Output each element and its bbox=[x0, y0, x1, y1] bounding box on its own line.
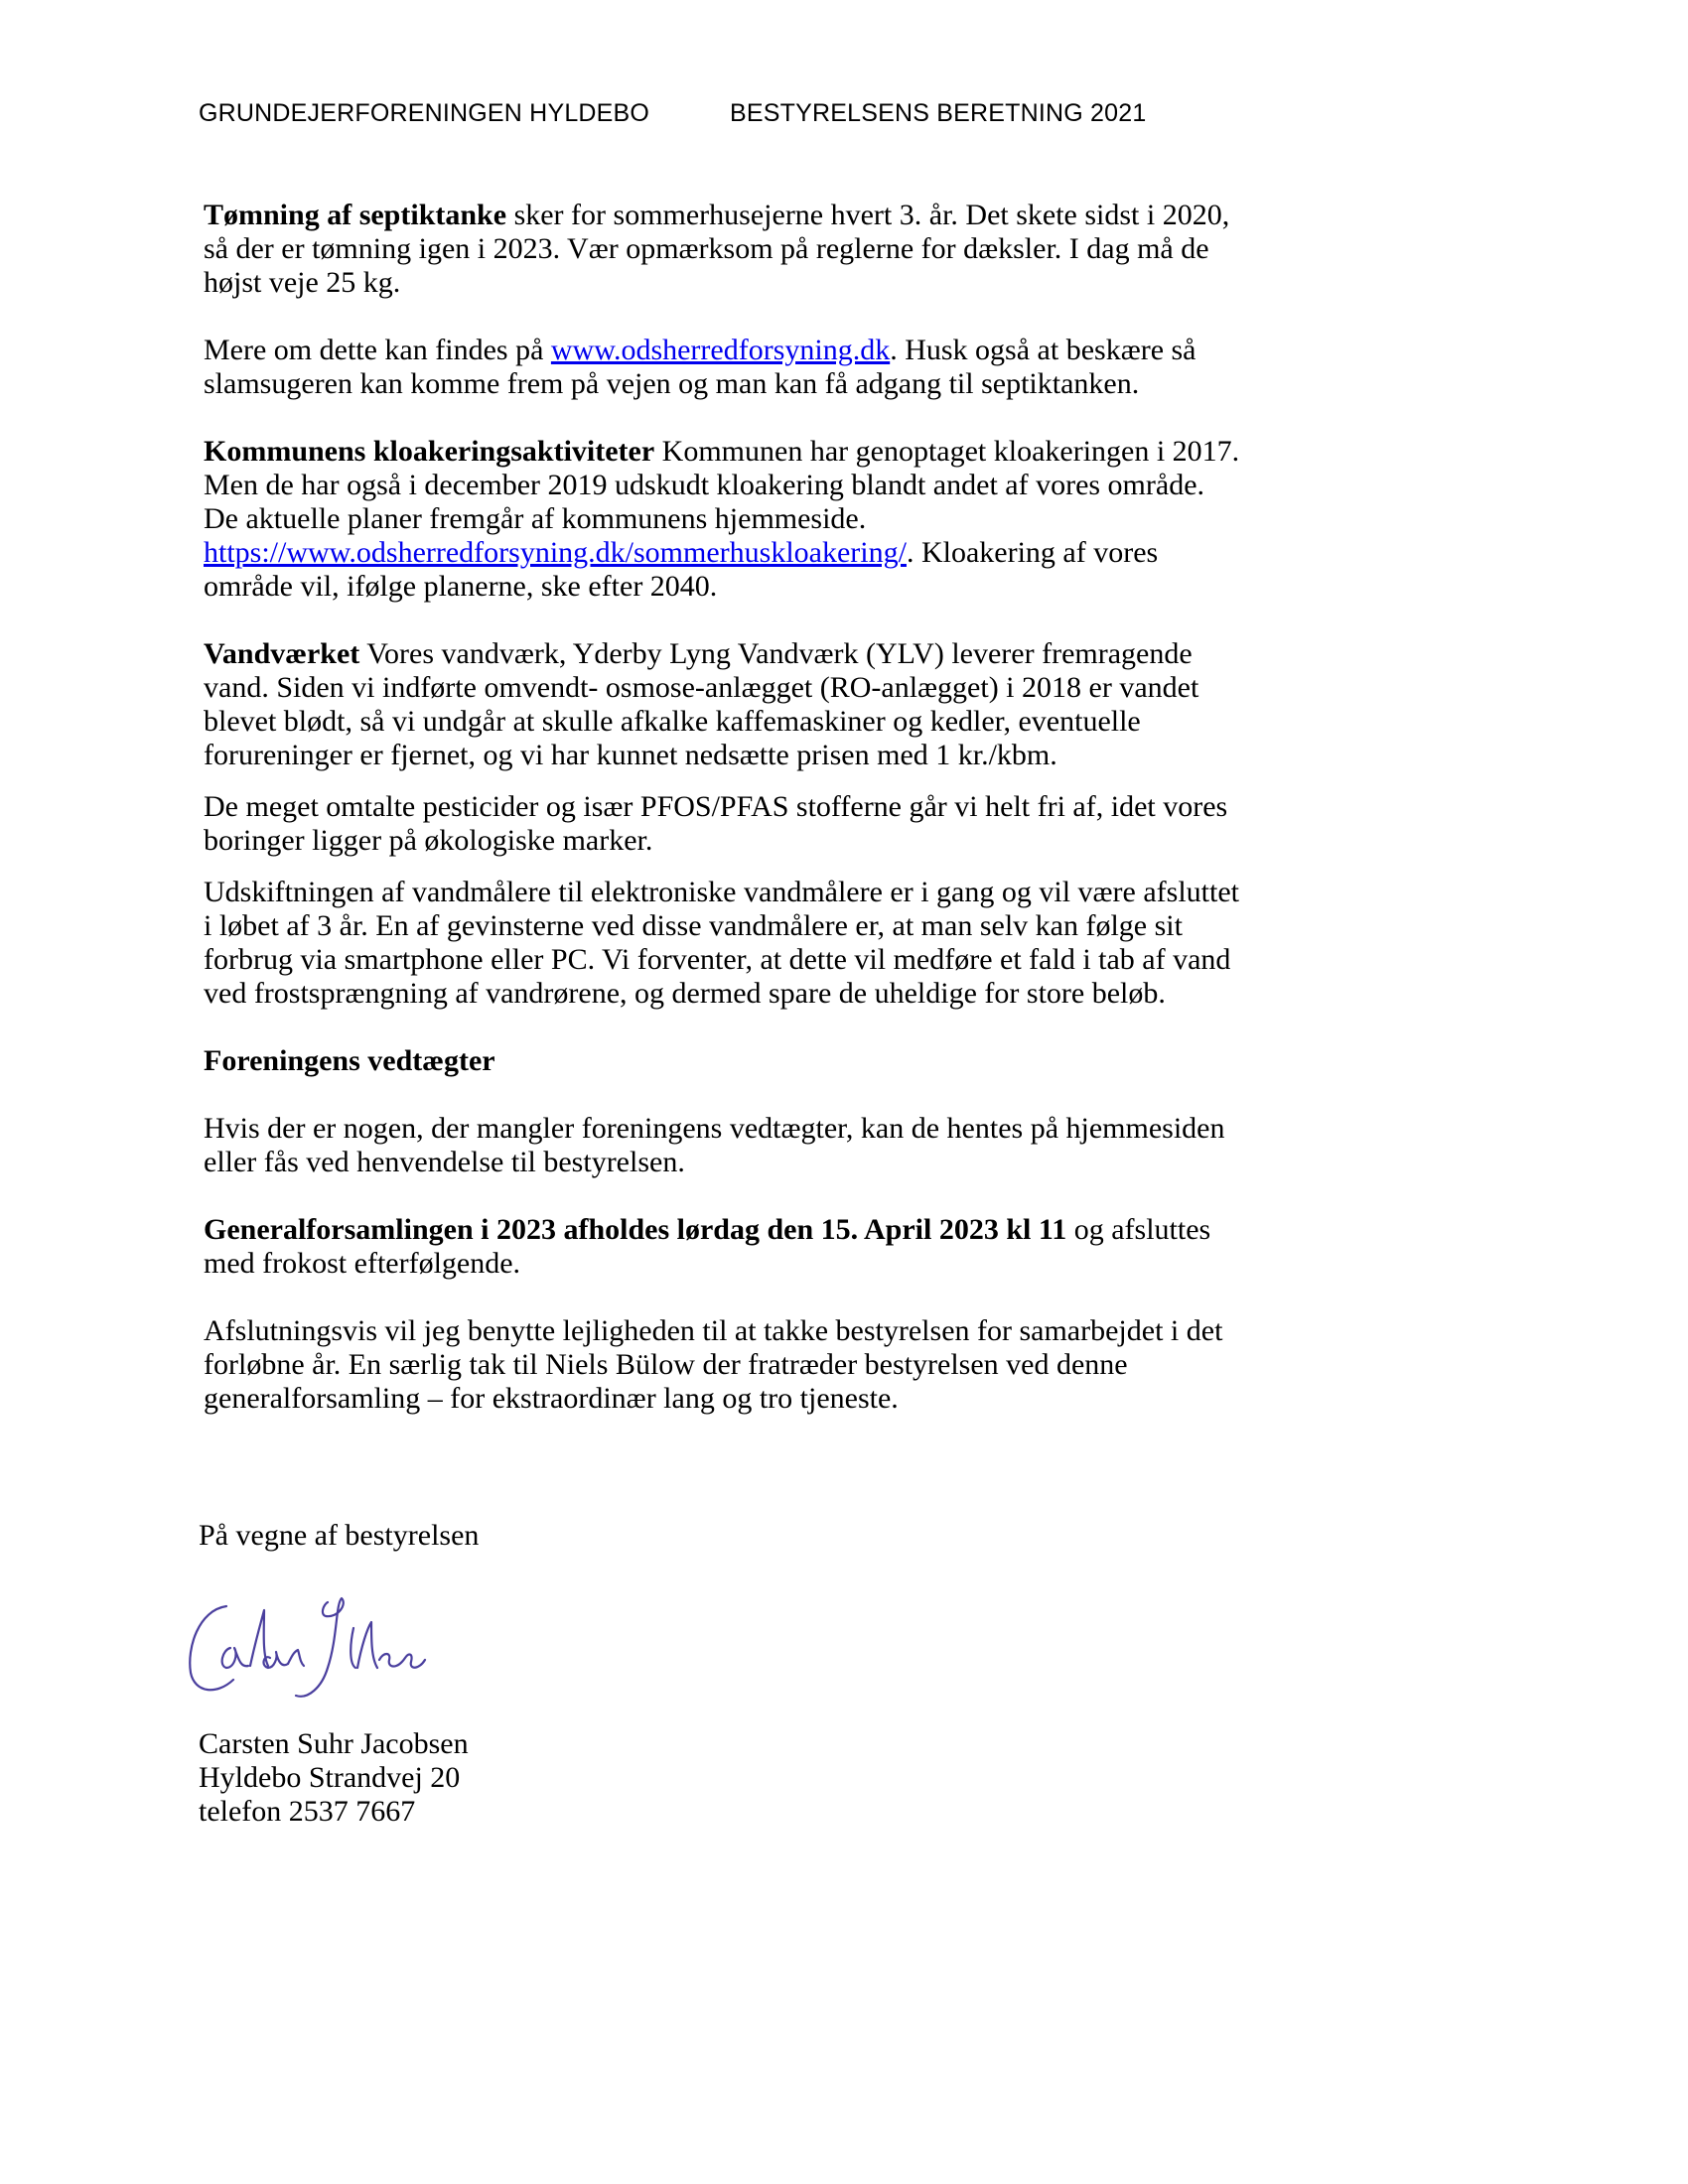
water-meters-text-4: ved frostsprængning af vandrørene, og dermed spare de uheldige for store beløb. bbox=[204, 977, 1166, 1010]
paragraph-bylaws bbox=[204, 1112, 1375, 1179]
sewerage-text-1: Kommunen har genoptaget kloakeringen i 2017. bbox=[654, 435, 1240, 468]
contact-address: Hyldebo Strandvej 20 bbox=[199, 1761, 461, 1794]
sewerage-text-5: område vil, ifølge planerne, ske efter 2040. bbox=[204, 570, 718, 603]
waterworks-text-2: vand. Siden vi indførte omvendt- osmose-anlægget (RO-anlægget) i 2018 er vandet bbox=[204, 671, 1199, 704]
septic-tank-heading: Tømning af septiktanke bbox=[204, 199, 507, 231]
contact-block bbox=[199, 1727, 469, 1829]
sewerage-text-4: . Kloakering af vores bbox=[906, 536, 1159, 569]
thanks-text-2: forløbne år. En særlig tak til Niels Bülow der fratræder bestyrelsen ved denne bbox=[204, 1348, 1128, 1381]
general-assembly-text-2: med frokost efterfølgende. bbox=[204, 1247, 521, 1280]
septic-tank-text-3: højst veje 25 kg. bbox=[204, 266, 401, 299]
bylaws-text-1: Hvis der er nogen, der mangler foreningens vedtægter, kan de hentes på hjemmesiden bbox=[204, 1112, 1225, 1145]
general-assembly-text-1: og afsluttes bbox=[1066, 1213, 1211, 1246]
sewerage-text-3: De aktuelle planer fremgår af kommunens hjemmeside. bbox=[204, 502, 867, 535]
waterworks-heading: Vandværket bbox=[204, 637, 360, 670]
sewerage-text-2: Men de har også i december 2019 udskudt kloakering blandt andet af vores område. bbox=[204, 469, 1205, 501]
handwritten-signature bbox=[179, 1588, 437, 1717]
water-meters-text-2: i løbet af 3 år. En af gevinsterne ved disse vandmålere er, at man selv kan følge sit bbox=[204, 909, 1183, 942]
more-info-text-1: Mere om dette kan findes på bbox=[204, 334, 551, 366]
bylaws-heading: Foreningens vedtægter bbox=[204, 1044, 495, 1077]
general-assembly-heading: Generalforsamlingen i 2023 afholdes lørdag den 15. April 2023 kl 11 bbox=[204, 1213, 1067, 1246]
sommerhuskloakering-link[interactable]: https://www.odsherredforsyning.dk/sommerhuskloakering/ bbox=[204, 536, 907, 569]
closing-line: På vegne af bestyrelsen bbox=[199, 1519, 480, 1552]
paragraph-general-assembly bbox=[204, 1213, 1375, 1281]
septic-tank-text-2: så der er tømning igen i 2023. Vær opmærksom på reglerne for dæksler. I dag må de bbox=[204, 232, 1209, 265]
bylaws-text-2: eller fås ved henvendelse til bestyrelsen. bbox=[204, 1146, 685, 1178]
paragraph-water-meters bbox=[204, 876, 1375, 1011]
paragraph-pesticides bbox=[204, 790, 1375, 858]
pesticides-text-2: boringer ligger på økologiske marker. bbox=[204, 824, 653, 857]
waterworks-text-4: forureninger er fjernet, og vi har kunnet nedsætte prisen med 1 kr./kbm. bbox=[204, 739, 1057, 771]
pesticides-text-1: De meget omtalte pesticider og især PFOS/PFAS stofferne går vi helt fri af, idet vores bbox=[204, 790, 1228, 823]
forsyning-link[interactable]: www.odsherredforsyning.dk bbox=[550, 334, 891, 366]
section-heading-bylaws bbox=[204, 1044, 1375, 1078]
waterworks-text-1: Vores vandværk, Yderby Lyng Vandværk (YLV) leverer fremragende bbox=[359, 637, 1193, 670]
paragraph-waterworks bbox=[204, 637, 1375, 772]
thanks-text-3: generalforsamling – for ekstraordinær lang og tro tjeneste. bbox=[204, 1382, 899, 1415]
paragraph-sewerage bbox=[204, 435, 1375, 604]
contact-name: Carsten Suhr Jacobsen bbox=[199, 1727, 469, 1760]
septic-tank-text-1: sker for sommerhusejerne hvert 3. år. Det skete sidst i 2020, bbox=[506, 199, 1230, 231]
header-report-title: BESTYRELSENS BERETNING 2021 bbox=[730, 99, 1147, 127]
more-info-text-3: slamsugeren kan komme frem på vejen og man kan få adgang til septiktanken. bbox=[204, 367, 1140, 400]
header-organization: GRUNDEJERFORENINGEN HYLDEBO bbox=[199, 99, 650, 127]
thanks-text-1: Afslutningsvis vil jeg benytte lejligheden til at takke bestyrelsen for samarbejdet i det bbox=[204, 1314, 1223, 1347]
paragraph-thanks bbox=[204, 1314, 1375, 1416]
contact-phone: telefon 2537 7667 bbox=[199, 1795, 416, 1828]
paragraph-more-info bbox=[204, 334, 1375, 401]
water-meters-text-3: forbrug via smartphone eller PC. Vi forventer, at dette vil medføre et fald i tab af vand bbox=[204, 943, 1231, 976]
paragraph-septic-tank bbox=[204, 199, 1375, 300]
water-meters-text-1: Udskiftningen af vandmålere til elektroniske vandmålere er i gang og vil være afsluttet bbox=[204, 876, 1239, 908]
sewerage-heading: Kommunens kloakeringsaktiviteter bbox=[204, 435, 655, 468]
more-info-text-2: . Husk også at beskære så bbox=[890, 334, 1196, 366]
waterworks-text-3: blevet blødt, så vi undgår at skulle afkalke kaffemaskiner og kedler, eventuelle bbox=[204, 705, 1141, 738]
document-body bbox=[204, 199, 1375, 1416]
